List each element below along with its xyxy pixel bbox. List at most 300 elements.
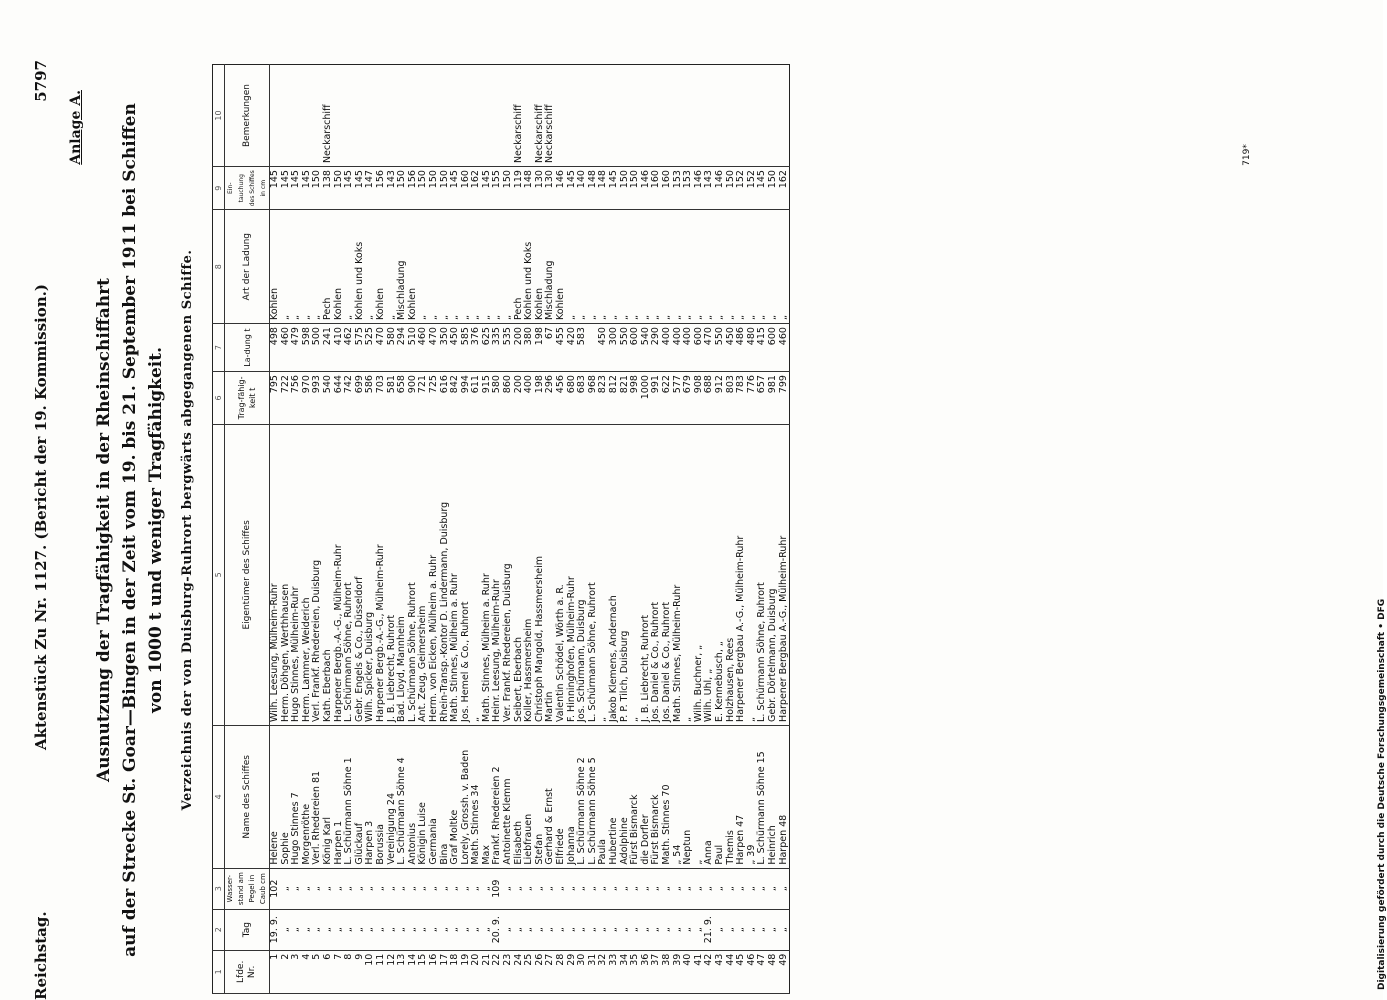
- cell-tragfaehigkeit: 581: [387, 372, 398, 425]
- cell-lfde-nr: 1: [270, 950, 281, 993]
- col-number: 10: [213, 65, 225, 167]
- cell-tag: „: [736, 909, 747, 950]
- cell-tragfaehigkeit: 842: [450, 372, 461, 425]
- cell-art-der-ladung: „: [768, 210, 779, 324]
- cell-ladung: 376: [471, 324, 482, 372]
- cell-bemerkungen: [577, 65, 588, 167]
- cell-tag: „: [757, 909, 768, 950]
- cell-tag: „: [747, 909, 758, 950]
- cell-bemerkungen: [620, 65, 631, 167]
- cell-eintauchung: 148: [598, 167, 609, 210]
- cell-tragfaehigkeit: 198: [535, 372, 546, 425]
- cell-ladung: 585: [461, 324, 472, 372]
- cell-art-der-ladung: Kohlen: [408, 210, 419, 324]
- cell-schiff-name: Fürst Bismarck: [651, 725, 662, 868]
- cell-tragfaehigkeit: 998: [630, 372, 641, 425]
- table-row: [323, 65, 334, 994]
- cell-wasserstand: „: [482, 868, 493, 909]
- cell-wasserstand: „: [355, 868, 366, 909]
- cell-tag: „: [620, 909, 631, 950]
- cell-eigentuemer: Seibert, Eberbach: [514, 424, 525, 725]
- cell-schiff-name: Harpen 48: [779, 725, 790, 868]
- cell-tag: „: [726, 909, 737, 950]
- cell-bemerkungen: [429, 65, 440, 167]
- cell-tragfaehigkeit: 783: [736, 372, 747, 425]
- cell-bemerkungen: [492, 65, 503, 167]
- cell-tragfaehigkeit: 776: [747, 372, 758, 425]
- cell-wasserstand: „: [556, 868, 567, 909]
- cell-tag: „: [503, 909, 514, 950]
- cell-eigentuemer: Gebr. Engels & Co., Düsseldorf: [355, 424, 366, 725]
- cell-tragfaehigkeit: 981: [768, 372, 779, 425]
- cell-wasserstand: „: [387, 868, 398, 909]
- cell-tragfaehigkeit: 812: [609, 372, 620, 425]
- cell-wasserstand: „: [291, 868, 302, 909]
- cell-art-der-ladung: „: [598, 210, 609, 324]
- cell-schiff-name: Borussia: [376, 725, 387, 868]
- cell-eigentuemer: Math. Stinnes, Mülheim a. Ruhr: [482, 424, 493, 725]
- cell-bemerkungen: Neckarschiff: [545, 65, 556, 167]
- cell-tag: „: [662, 909, 673, 950]
- cell-bemerkungen: [598, 65, 609, 167]
- cell-schiff-name: Fürst Bismarck: [630, 725, 641, 868]
- cell-tag: „: [567, 909, 578, 950]
- cell-schiff-name: Verl. Rhedereien 81: [312, 725, 323, 868]
- cell-ladung: 460: [779, 324, 790, 372]
- cell-tag: „: [471, 909, 482, 950]
- cell-tag: „: [768, 909, 779, 950]
- header-eigentuemer: Eigentümer des Schiffes: [225, 424, 270, 725]
- cell-ladung: 462: [344, 324, 355, 372]
- header-art-der-ladung: Art der Ladung: [225, 210, 270, 324]
- cell-art-der-ladung: „: [736, 210, 747, 324]
- cell-ladung: 550: [715, 324, 726, 372]
- cell-eigentuemer: „: [683, 424, 694, 725]
- cell-wasserstand: „: [694, 868, 705, 909]
- cell-tragfaehigkeit: 799: [779, 372, 790, 425]
- cell-ladung: 460: [281, 324, 292, 372]
- cell-lfde-nr: 21: [482, 950, 493, 993]
- table-row: [683, 65, 694, 994]
- cell-ladung: 350: [440, 324, 451, 372]
- cell-art-der-ladung: „: [365, 210, 376, 324]
- cell-schiff-name: Antonius: [408, 725, 419, 868]
- col-number: 7: [213, 324, 225, 372]
- cell-bemerkungen: [461, 65, 472, 167]
- cell-schiff-name: L. Schürmann Söhne 2: [577, 725, 588, 868]
- cell-schiff-name: L. Schürmann Söhne 4: [397, 725, 408, 868]
- cell-schiff-name: Math. Stinnes 70: [662, 725, 673, 868]
- cell-bemerkungen: [588, 65, 599, 167]
- cell-tragfaehigkeit: 616: [440, 372, 451, 425]
- cell-art-der-ladung: Kohlen: [334, 210, 345, 324]
- cell-art-der-ladung: „: [567, 210, 578, 324]
- col-number: 6: [213, 372, 225, 425]
- cell-art-der-ladung: „: [291, 210, 302, 324]
- cell-lfde-nr: 43: [715, 950, 726, 993]
- cell-tragfaehigkeit: 991: [651, 372, 662, 425]
- cell-eintauchung: 150: [726, 167, 737, 210]
- cell-ladung: 460: [418, 324, 429, 372]
- cell-wasserstand: „: [736, 868, 747, 909]
- cell-wasserstand: „: [567, 868, 578, 909]
- cell-schiff-name: Neptun: [683, 725, 694, 868]
- cell-eintauchung: 146: [715, 167, 726, 210]
- cell-wasserstand: „: [408, 868, 419, 909]
- cell-schiff-name: Morgenröthe: [302, 725, 313, 868]
- cell-eigentuemer: Wilh. Spicker, Duisburg: [365, 424, 376, 725]
- cell-wasserstand: „: [757, 868, 768, 909]
- cell-eigentuemer: Herm. Lammer, Weiderich: [302, 424, 313, 725]
- cell-tragfaehigkeit: 756: [291, 372, 302, 425]
- cell-bemerkungen: [704, 65, 715, 167]
- cell-eintauchung: 145: [270, 167, 281, 210]
- cell-wasserstand: „: [779, 868, 790, 909]
- cell-lfde-nr: 2: [281, 950, 292, 993]
- cell-ladung: 480: [747, 324, 758, 372]
- cell-wasserstand: „: [281, 868, 292, 909]
- cell-eintauchung: 146: [694, 167, 705, 210]
- cell-bemerkungen: [715, 65, 726, 167]
- cell-wasserstand: „: [704, 868, 715, 909]
- cell-bemerkungen: [726, 65, 737, 167]
- cell-schiff-name: L. Schürmann Söhne 1: [344, 725, 355, 868]
- cell-ladung: 241: [323, 324, 334, 372]
- cell-ladung: 550: [620, 324, 631, 372]
- header-schiff-name: Name des Schiffes: [225, 725, 270, 868]
- cell-eintauchung: 150: [334, 167, 345, 210]
- table-row: [429, 65, 440, 994]
- cell-ladung: 580: [387, 324, 398, 372]
- cell-wasserstand: „: [440, 868, 451, 909]
- cell-tag: „: [641, 909, 652, 950]
- cell-lfde-nr: 32: [598, 950, 609, 993]
- cell-eintauchung: 153: [673, 167, 684, 210]
- cell-schiff-name: Anna: [704, 725, 715, 868]
- cell-schiff-name: Hugo Stinnes 7: [291, 725, 302, 868]
- cell-lfde-nr: 46: [747, 950, 758, 993]
- cell-lfde-nr: 48: [768, 950, 779, 993]
- cell-eigentuemer: Herm. Döhgen, Werthhausen: [281, 424, 292, 725]
- cell-eigentuemer: Harpener Bergbau A.-G., Mülheim-Ruhr: [779, 424, 790, 725]
- cell-eigentuemer: Christoph Mangold, Hassmersheim: [535, 424, 546, 725]
- cell-eintauchung: 148: [588, 167, 599, 210]
- cell-art-der-ladung: „: [683, 210, 694, 324]
- cell-bemerkungen: [408, 65, 419, 167]
- cell-lfde-nr: 17: [440, 950, 451, 993]
- cell-lfde-nr: 29: [567, 950, 578, 993]
- cell-bemerkungen: [355, 65, 366, 167]
- cell-lfde-nr: 33: [609, 950, 620, 993]
- cell-lfde-nr: 36: [641, 950, 652, 993]
- cell-art-der-ladung: „: [577, 210, 588, 324]
- table-row: [662, 65, 673, 994]
- page-number: 5797: [32, 60, 50, 102]
- cell-art-der-ladung: „: [726, 210, 737, 324]
- cell-tragfaehigkeit: 900: [408, 372, 419, 425]
- cell-tragfaehigkeit: 577: [673, 372, 684, 425]
- cell-schiff-name: Themis: [726, 725, 737, 868]
- cell-eintauchung: 150: [418, 167, 429, 210]
- cell-ladung: 450: [598, 324, 609, 372]
- col-number: 9: [213, 167, 225, 210]
- page-mark: 719*: [1241, 144, 1252, 166]
- cell-lfde-nr: 35: [630, 950, 641, 993]
- cell-wasserstand: „: [418, 868, 429, 909]
- cell-eintauchung: 145: [567, 167, 578, 210]
- cell-tragfaehigkeit: 680: [567, 372, 578, 425]
- header-middle: Aktenstück Zu Nr. 1127. (Bericht der 19. Kommission.): [32, 284, 50, 750]
- cell-eigentuemer: F. Hinninghofen, Mülheim-Ruhr: [567, 424, 578, 725]
- cell-eigentuemer: „: [598, 424, 609, 725]
- cell-ladung: 486: [736, 324, 747, 372]
- cell-eigentuemer: Jos. Daniel & Co., Ruhrort: [662, 424, 673, 725]
- cell-eigentuemer: Wilh. Leesung, Mülheim-Ruhr: [270, 424, 281, 725]
- cell-art-der-ladung: „: [630, 210, 641, 324]
- cell-wasserstand: „: [302, 868, 313, 909]
- cell-schiff-name: L. Schürmann Söhne 5: [588, 725, 599, 868]
- cell-schiff-name: Königin Luise: [418, 725, 429, 868]
- cell-art-der-ladung: „: [620, 210, 631, 324]
- cell-eigentuemer: Holzhausen, Rees: [726, 424, 737, 725]
- cell-wasserstand: „: [514, 868, 525, 909]
- cell-eigentuemer: Martin: [545, 424, 556, 725]
- cell-ladung: 600: [694, 324, 705, 372]
- cell-ladung: 583: [577, 324, 588, 372]
- subtitle: Verzeichnis der von Duisburg-Ruhrort bergwärts abgegangenen Schiffe.: [180, 249, 195, 811]
- cell-ladung: 470: [429, 324, 440, 372]
- cell-eintauchung: 143: [387, 167, 398, 210]
- cell-art-der-ladung: „: [344, 210, 355, 324]
- cell-tag: „: [588, 909, 599, 950]
- cell-schiff-name: Germania: [429, 725, 440, 868]
- cell-schiff-name: Johanna: [567, 725, 578, 868]
- cell-schiff-name: König Karl: [323, 725, 334, 868]
- cell-tag: „: [545, 909, 556, 950]
- cell-tag: 19. 9.: [270, 909, 281, 950]
- cell-eintauchung: 150: [312, 167, 323, 210]
- cell-bemerkungen: [673, 65, 684, 167]
- cell-eintauchung: 140: [577, 167, 588, 210]
- cell-tag: „: [630, 909, 641, 950]
- cell-bemerkungen: [471, 65, 482, 167]
- cell-bemerkungen: [365, 65, 376, 167]
- cell-tragfaehigkeit: 644: [334, 372, 345, 425]
- cell-lfde-nr: 34: [620, 950, 631, 993]
- cell-lfde-nr: 20: [471, 950, 482, 993]
- cell-schiff-name: Glückauf: [355, 725, 366, 868]
- cell-eintauchung: 119: [514, 167, 525, 210]
- cell-lfde-nr: 31: [588, 950, 599, 993]
- cell-bemerkungen: Neckarschiff: [514, 65, 525, 167]
- cell-tag: „: [556, 909, 567, 950]
- cell-lfde-nr: 40: [683, 950, 694, 993]
- cell-bemerkungen: [418, 65, 429, 167]
- cell-eigentuemer: Bad. Lloyd, Mannheim: [397, 424, 408, 725]
- cell-art-der-ladung: „: [312, 210, 323, 324]
- cell-lfde-nr: 7: [334, 950, 345, 993]
- cell-eigentuemer: Harpener Bergb.-A.-G., Mülheim-Ruhr: [376, 424, 387, 725]
- cell-ladung: 415: [757, 324, 768, 372]
- cell-tragfaehigkeit: 860: [503, 372, 514, 425]
- cell-schiff-name: Elisabeth: [514, 725, 525, 868]
- cell-wasserstand: „: [334, 868, 345, 909]
- cell-art-der-ladung: „: [429, 210, 440, 324]
- cell-ladung: 625: [482, 324, 493, 372]
- cell-eintauchung: 150: [429, 167, 440, 210]
- header-row: [225, 65, 270, 994]
- header-lfde-nr: Lfde. Nr.: [225, 950, 270, 993]
- cell-bemerkungen: [736, 65, 747, 167]
- cell-bemerkungen: [281, 65, 292, 167]
- cell-schiff-name: Paul: [715, 725, 726, 868]
- table-row: [376, 65, 387, 994]
- cell-wasserstand: „: [747, 868, 758, 909]
- cell-schiff-name: Vereinigung 24: [387, 725, 398, 868]
- cell-wasserstand: „: [545, 868, 556, 909]
- cell-schiff-name: Liebfrauen: [524, 725, 535, 868]
- cell-art-der-ladung: Pech: [514, 210, 525, 324]
- cell-wasserstand: „: [524, 868, 535, 909]
- cell-tragfaehigkeit: 912: [715, 372, 726, 425]
- cell-schiff-name: Harpen 47: [736, 725, 747, 868]
- cell-eigentuemer: E. Kennebusch, „: [715, 424, 726, 725]
- cell-ladung: 198: [535, 324, 546, 372]
- cell-tragfaehigkeit: 703: [376, 372, 387, 425]
- cell-art-der-ladung: „: [492, 210, 503, 324]
- cell-tag: „: [577, 909, 588, 950]
- cell-eintauchung: 160: [461, 167, 472, 210]
- cell-tag: „: [482, 909, 493, 950]
- cell-ladung: 498: [270, 324, 281, 372]
- cell-bemerkungen: [344, 65, 355, 167]
- cell-bemerkungen: [683, 65, 694, 167]
- cell-eintauchung: 156: [408, 167, 419, 210]
- cell-art-der-ladung: „: [715, 210, 726, 324]
- table-row: [768, 65, 779, 994]
- cell-lfde-nr: 37: [651, 950, 662, 993]
- cell-schiff-name: Adolphine: [620, 725, 631, 868]
- cell-bemerkungen: [556, 65, 567, 167]
- cell-ladung: 400: [673, 324, 684, 372]
- cell-bemerkungen: [450, 65, 461, 167]
- cell-wasserstand: „: [471, 868, 482, 909]
- cell-lfde-nr: 8: [344, 950, 355, 993]
- cell-tag: „: [312, 909, 323, 950]
- cell-art-der-ladung: „: [440, 210, 451, 324]
- cell-ladung: 420: [567, 324, 578, 372]
- cell-eigentuemer: Gebr. Dörtelmann, Duisburg: [768, 424, 779, 725]
- cell-lfde-nr: 22: [492, 950, 503, 993]
- col-number: 1: [213, 950, 225, 993]
- cell-eigentuemer: Ant. Zeug, Geimersheim: [418, 424, 429, 725]
- cell-eintauchung: 130: [535, 167, 546, 210]
- cell-tragfaehigkeit: 1000: [641, 372, 652, 425]
- cell-tragfaehigkeit: 683: [577, 372, 588, 425]
- cell-eintauchung: 145: [291, 167, 302, 210]
- cell-wasserstand: „: [598, 868, 609, 909]
- cell-tag: „: [683, 909, 694, 950]
- cell-lfde-nr: 24: [514, 950, 525, 993]
- cell-tragfaehigkeit: 721: [418, 372, 429, 425]
- cell-lfde-nr: 11: [376, 950, 387, 993]
- cell-eintauchung: 150: [620, 167, 631, 210]
- cell-wasserstand: „: [588, 868, 599, 909]
- cell-eigentuemer: Wilh. Uhl, „: [704, 424, 715, 725]
- cell-tragfaehigkeit: 968: [588, 372, 599, 425]
- cell-tragfaehigkeit: 456: [556, 372, 567, 425]
- cell-lfde-nr: 30: [577, 950, 588, 993]
- cell-lfde-nr: 19: [461, 950, 472, 993]
- cell-schiff-name: L. Schürmann Söhne 15: [757, 725, 768, 868]
- cell-tag: „: [461, 909, 472, 950]
- cell-art-der-ladung: „: [302, 210, 313, 324]
- cell-bemerkungen: [694, 65, 705, 167]
- cell-wasserstand: „: [365, 868, 376, 909]
- cell-ladung: 479: [291, 324, 302, 372]
- cell-eigentuemer: Jakob Klemens, Andernach: [609, 424, 620, 725]
- cell-eintauchung: 145: [609, 167, 620, 210]
- cell-art-der-ladung: Kohlen: [535, 210, 546, 324]
- col-number: 5: [213, 424, 225, 725]
- cell-eintauchung: 160: [651, 167, 662, 210]
- cell-wasserstand: „: [641, 868, 652, 909]
- cell-art-der-ladung: „: [418, 210, 429, 324]
- cell-tragfaehigkeit: 622: [662, 372, 673, 425]
- cell-eintauchung: 148: [524, 167, 535, 210]
- cell-eigentuemer: „: [471, 424, 482, 725]
- cell-lfde-nr: 6: [323, 950, 334, 993]
- cell-schiff-name: Frankf. Rhedereien 2: [492, 725, 503, 868]
- cell-bemerkungen: Neckarschiff: [535, 65, 546, 167]
- cell-art-der-ladung: „: [779, 210, 790, 324]
- col-number: 3: [213, 868, 225, 909]
- cell-schiff-name: Heinrich: [768, 725, 779, 868]
- cell-lfde-nr: 45: [736, 950, 747, 993]
- cell-eigentuemer: J. B. Liebrecht, Ruhrort: [641, 424, 652, 725]
- cell-wasserstand: „: [620, 868, 631, 909]
- cell-tag: „: [535, 909, 546, 950]
- cell-tag: „: [291, 909, 302, 950]
- cell-eigentuemer: L. Schürmann Söhne, Ruhrort: [588, 424, 599, 725]
- cell-art-der-ladung: Kohlen und Koks: [524, 210, 535, 324]
- cell-eintauchung: 130: [545, 167, 556, 210]
- cell-schiff-name: „ 39: [747, 725, 758, 868]
- cell-eigentuemer: J. B. Liebrecht, Ruhrort: [387, 424, 398, 725]
- cell-tag: „: [334, 909, 345, 950]
- cell-eigentuemer: Math. Stinnes, Mülheim a. Ruhr: [450, 424, 461, 725]
- cell-eigentuemer: Valentin Schödel, Wörth a. R.: [556, 424, 567, 725]
- cell-bemerkungen: [291, 65, 302, 167]
- cell-eigentuemer: „: [747, 424, 758, 725]
- cell-bemerkungen: [387, 65, 398, 167]
- cell-lfde-nr: 44: [726, 950, 737, 993]
- cell-schiff-name: Harpen 1: [334, 725, 345, 868]
- cell-wasserstand: 109: [492, 868, 503, 909]
- cell-bemerkungen: [482, 65, 493, 167]
- cell-tag: „: [651, 909, 662, 950]
- cell-bemerkungen: [334, 65, 345, 167]
- table-row: [715, 65, 726, 994]
- cell-lfde-nr: 41: [694, 950, 705, 993]
- cell-lfde-nr: 3: [291, 950, 302, 993]
- cell-wasserstand: „: [577, 868, 588, 909]
- cell-tag: „: [302, 909, 313, 950]
- cell-ladung: 294: [397, 324, 408, 372]
- cell-art-der-ladung: Mischladung: [545, 210, 556, 324]
- cell-tragfaehigkeit: 580: [492, 372, 503, 425]
- cell-tragfaehigkeit: 795: [270, 372, 281, 425]
